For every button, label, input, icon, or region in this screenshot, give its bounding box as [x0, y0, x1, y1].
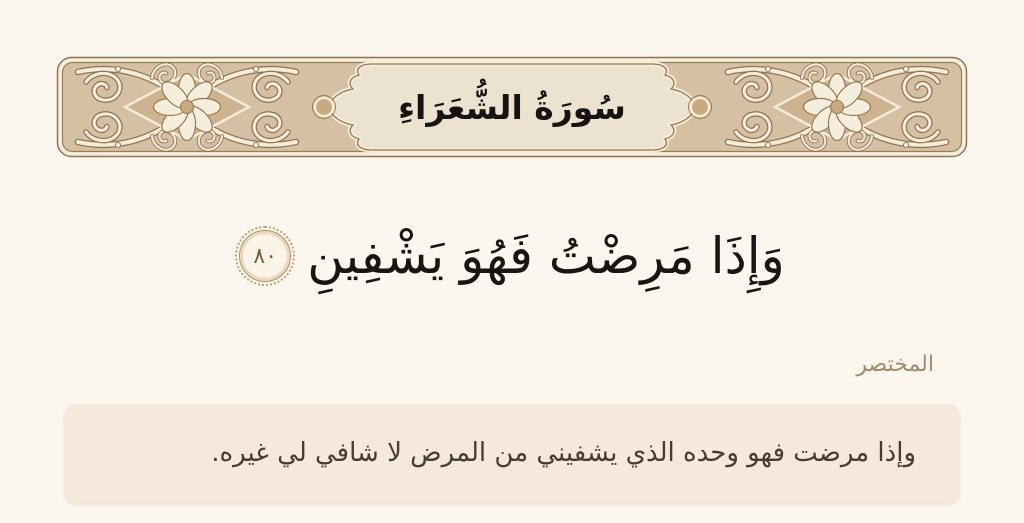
ayah-number: ٨٠ — [253, 243, 278, 269]
ayah-row[interactable] — [0, 198, 1024, 314]
ayah-number-medallion — [239, 230, 291, 282]
tafsir-source-label: المختصر — [856, 352, 934, 377]
tafsir-text: وإذا مرضت فهو وحده الذي يشفيني من المرض لا شافي لي غيره. — [211, 438, 916, 469]
ayah-text[interactable]: وَإِذَا مَرِضْتُ فَهُوَ يَشْفِينِ — [307, 226, 785, 285]
ornamental-border-svg — [56, 56, 968, 158]
tafsir-card[interactable] — [64, 404, 960, 503]
surah-title: سُورَةُ الشُّعَرَاءِ — [398, 87, 626, 127]
surah-header-banner — [56, 56, 968, 158]
